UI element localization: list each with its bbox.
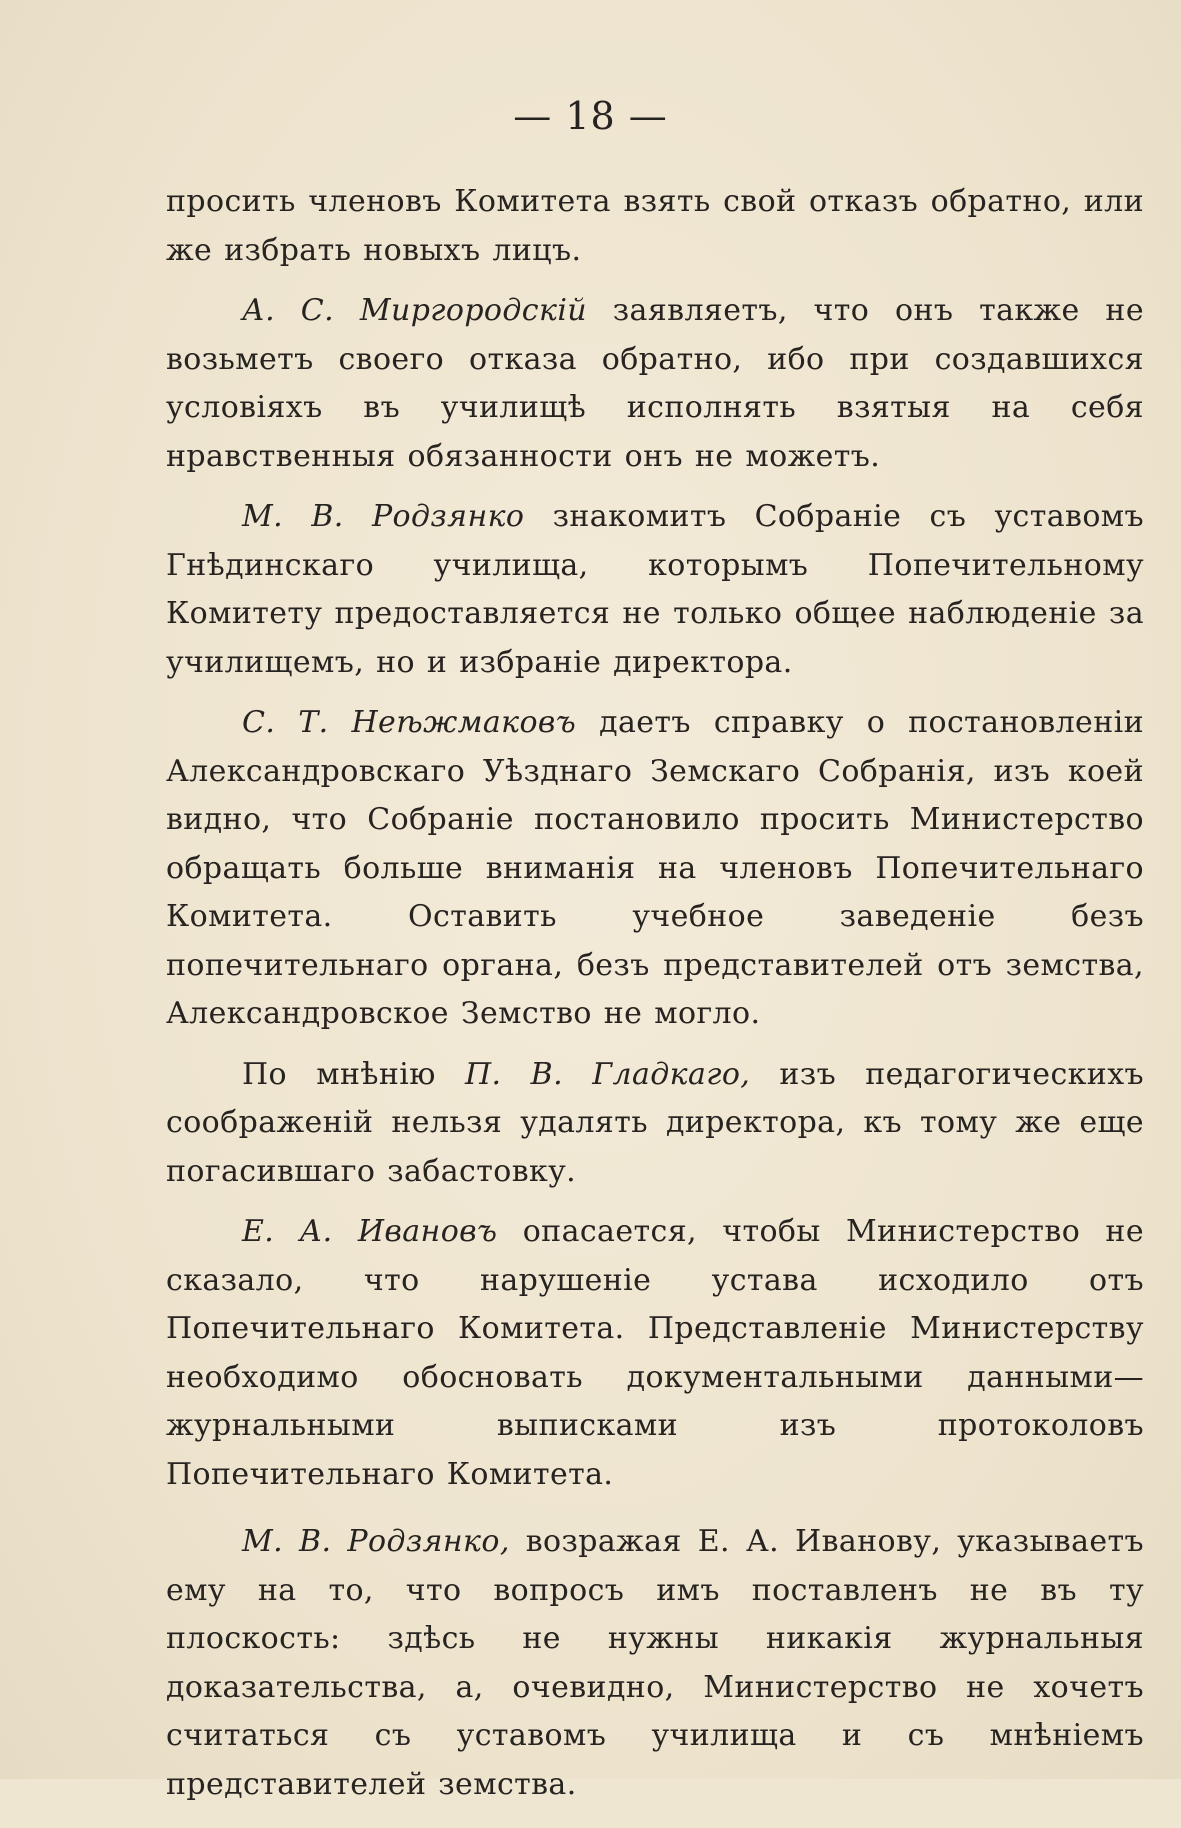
page-number: — 18 — bbox=[513, 94, 668, 138]
paragraph-text: По мнѣнію bbox=[242, 1056, 465, 1092]
paragraph-4 bbox=[166, 699, 1144, 1039]
paragraph-1 bbox=[166, 178, 1144, 275]
paragraph-7 bbox=[166, 1518, 1144, 1809]
speaker-name: С. Т. Неѣжмаковъ bbox=[242, 705, 577, 740]
speaker-name: М. В. Родзянко, bbox=[242, 1524, 510, 1559]
paragraph-3 bbox=[166, 493, 1144, 687]
speaker-name: Е. А. Ивановъ bbox=[242, 1214, 498, 1249]
page-body bbox=[166, 178, 1144, 1828]
speaker-name: П. В. Гладкаго, bbox=[464, 1056, 751, 1092]
paragraph-text: заявляетъ, что онъ также не возьметъ своего отказа обратно, ибо при создавшихся условіяхъ въ училищѣ исполнять взятыя на себя нравственныя обязанности онъ не можетъ. bbox=[166, 293, 1144, 474]
paragraph-text: возражая Е. А. Иванову, указываетъ ему на то, что вопросъ имъ поставленъ не въ ту плоскость: здѣсь не нужны никакія журнальныя доказательства, а, очевидно, Министерство не хочетъ считаться съ уставомъ училища и съ мнѣніемъ представителей земства. bbox=[166, 1524, 1144, 1802]
paragraph-text: знакомитъ Собраніе съ уставомъ Гнѣдинскаго училища, которымъ Попечительному Комитету предоставляется не только общее наблюденіе за училищемъ, но и избраніе директора. bbox=[166, 499, 1145, 680]
paragraph-5 bbox=[166, 1051, 1144, 1197]
paragraph-6 bbox=[166, 1208, 1144, 1499]
paragraph-2 bbox=[166, 287, 1144, 481]
speaker-name: М. В. Родзянко bbox=[242, 499, 525, 534]
paragraph-text: изъ педагогическихъ соображеній нельзя удалять директора, къ тому же еще погасившаго забастовку. bbox=[166, 1056, 1144, 1189]
paragraph-text: просить членовъ Комитета взять свой отказъ обратно, или же избрать новыхъ лицъ. bbox=[166, 184, 1144, 268]
speaker-name: А. С. Миргородскій bbox=[242, 293, 588, 328]
paragraph-text: даетъ справку о постановленіи Александровскаго Уѣзднаго Земскаго Собранія, изъ коей видно, что Собраніе постановило просить Министерство обращать больше вниманія на членовъ Попечительнаго Комитета. Оставить учебное заведеніе безъ попечительнаго органа, безъ представителей отъ земства, Александровское Земство не могло. bbox=[166, 705, 1144, 1031]
paragraph-text: опасается, чтобы Министерство не сказало, что нарушеніе устава исходило отъ Попечительнаго Комитета. Представленіе Министерству необходимо обосновать документальными данными—журнальными выписками изъ протоколовъ Попечительнаго Комитета. bbox=[166, 1214, 1144, 1492]
